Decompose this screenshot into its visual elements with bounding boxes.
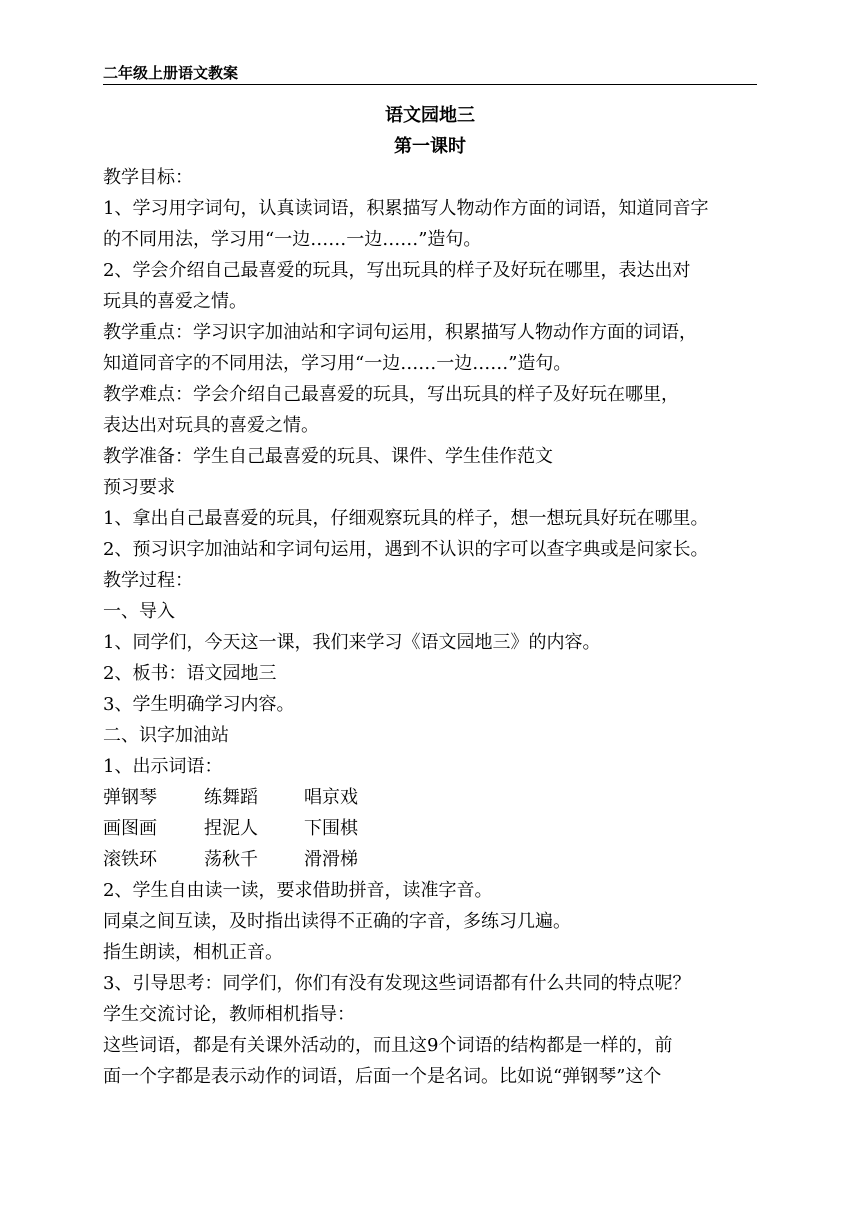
text-line: 同桌之间互读，及时指出读得不正确的字音，多练习几遍。 bbox=[103, 911, 571, 932]
word: 滚铁环 bbox=[103, 849, 157, 870]
word: 下围棋 bbox=[304, 818, 358, 839]
text-line: 教学目标： bbox=[103, 167, 193, 188]
text-line: 1、拿出自己最喜爱的玩具，仔细观察玩具的样子，想一想玩具好玩在哪里。 bbox=[103, 508, 709, 529]
header-text: 二年级上册语文教案 bbox=[103, 64, 239, 82]
text-line: 教学准备：学生自己最喜爱的玩具、课件、学生佳作范文 bbox=[103, 446, 553, 467]
page-header bbox=[103, 62, 757, 85]
word-row bbox=[103, 782, 763, 813]
text-line: 2、学会介绍自己最喜爱的玩具，写出玩具的样子及好玩在哪里，表达出对 bbox=[103, 260, 691, 281]
text-line: 2、预习识字加油站和字词句运用，遇到不认识的字可以查字典或是问家长。 bbox=[103, 539, 709, 560]
text-line: 的不同用法，学习用“一边……一边……”造句。 bbox=[103, 229, 482, 250]
text-line: 知道同音字的不同用法，学习用“一边……一边……”造句。 bbox=[103, 353, 572, 374]
text-line: 二、识字加油站 bbox=[103, 725, 229, 746]
text-line: 2、板书：语文园地三 bbox=[103, 663, 277, 684]
text-line: 1、出示词语： bbox=[103, 756, 223, 777]
document-title: 语文园地三 bbox=[385, 105, 475, 126]
text-line: 学生交流讨论，教师相机指导： bbox=[103, 1004, 355, 1025]
text-line: 3、引导思考：同学们，你们有没有发现这些词语都有什么共同的特点呢？ bbox=[103, 973, 691, 994]
text-line: 2、学生自由读一读，要求借助拼音，读准字音。 bbox=[103, 880, 493, 901]
text-line: 一、导入 bbox=[103, 601, 175, 622]
text-line: 预习要求 bbox=[103, 477, 175, 498]
text-line: 1、同学们，今天这一课，我们来学习《语文园地三》的内容。 bbox=[103, 632, 601, 653]
text-line: 表达出对玩具的喜爱之情。 bbox=[103, 415, 319, 436]
text-line: 教学过程： bbox=[103, 570, 193, 591]
text-line: 教学重点：学习识字加油站和字词句运用，积累描写人物动作方面的词语， bbox=[103, 322, 697, 343]
word: 练舞蹈 bbox=[204, 787, 258, 808]
text-line: 面一个字都是表示动作的词语，后面一个是名词。比如说“弹钢琴”这个 bbox=[103, 1066, 662, 1087]
text-line: 1、学习用字词句，认真读词语，积累描写人物动作方面的词语，知道同音字 bbox=[103, 198, 709, 219]
word: 捏泥人 bbox=[204, 818, 258, 839]
text-line: 玩具的喜爱之情。 bbox=[103, 291, 247, 312]
word-row bbox=[103, 813, 763, 844]
text-line: 指生朗读，相机正音。 bbox=[103, 942, 283, 963]
document-subtitle: 第一课时 bbox=[394, 136, 466, 157]
word: 画图画 bbox=[103, 818, 157, 839]
word: 唱京戏 bbox=[304, 787, 358, 808]
text-line: 这些词语，都是有关课外活动的，而且这9个词语的结构都是一样的，前 bbox=[103, 1035, 673, 1056]
document-body bbox=[103, 100, 763, 1092]
word: 弹钢琴 bbox=[103, 787, 157, 808]
word: 荡秋千 bbox=[204, 849, 258, 870]
word: 滑滑梯 bbox=[304, 849, 358, 870]
text-line: 教学难点：学会介绍自己最喜爱的玩具，写出玩具的样子及好玩在哪里， bbox=[103, 384, 679, 405]
text-line: 3、学生明确学习内容。 bbox=[103, 694, 295, 715]
word-row bbox=[103, 844, 763, 875]
